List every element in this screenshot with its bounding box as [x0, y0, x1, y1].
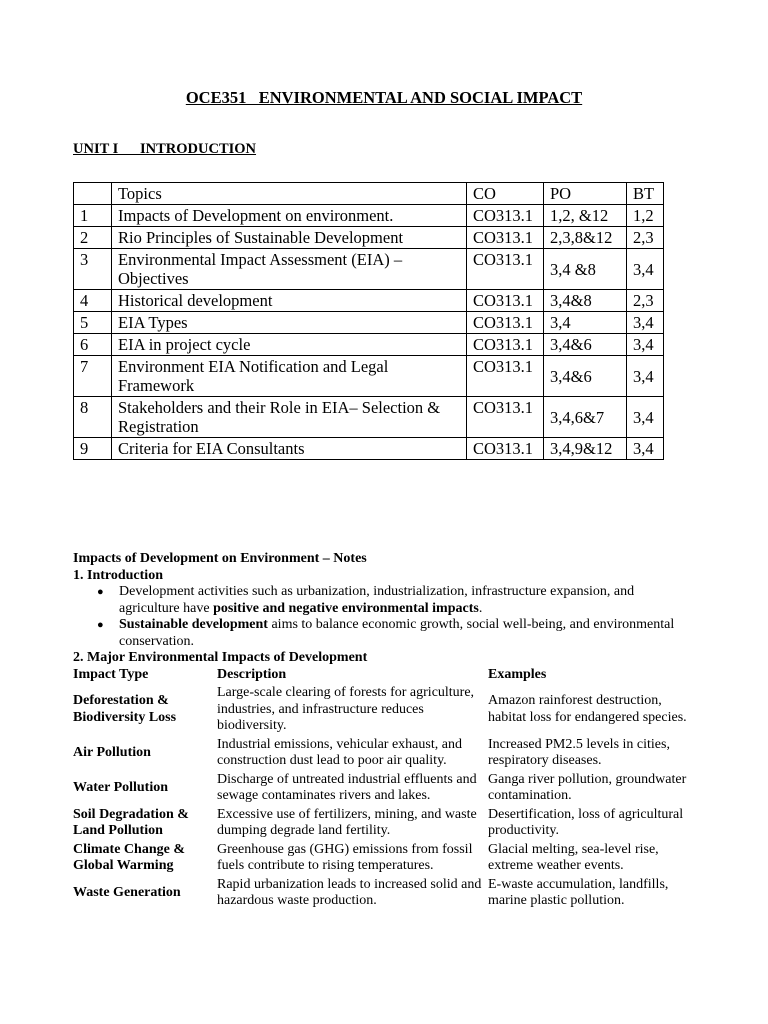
cell-no: 1 [74, 205, 112, 227]
cell-co: CO313.1 [467, 312, 544, 334]
table-row [74, 249, 664, 290]
cell-description: Greenhouse gas (GHG) emissions from fossil fuels contribute to rising temperatures. [217, 841, 473, 873]
topics-header-row [74, 183, 664, 205]
header-co: CO [467, 183, 544, 205]
cell-topic: Historical development [112, 290, 467, 312]
cell-po: 3,4&6 [544, 356, 627, 397]
cell-bt: 2,3 [627, 290, 664, 312]
cell-bt: 3,4 [627, 397, 664, 438]
table-row [74, 312, 664, 334]
cell-po: 3,4,9&12 [544, 438, 627, 460]
cell-examples: Ganga river pollution, groundwater contamination. [488, 771, 687, 803]
cell-co: CO313.1 [467, 356, 544, 397]
table-row [74, 290, 664, 312]
cell-examples: Desertification, loss of agricultural productivity. [488, 806, 684, 838]
cell-topic: Stakeholders and their Role in EIA– Selection & Registration [112, 397, 467, 438]
header-po: PO [544, 183, 627, 205]
cell-no: 3 [74, 249, 112, 290]
cell-co: CO313.1 [467, 290, 544, 312]
table-row [73, 737, 693, 772]
cell-impact-type: Water Pollution [73, 779, 169, 795]
cell-po: 3,4 [544, 312, 627, 334]
cell-no: 7 [74, 356, 112, 397]
table-row [74, 356, 664, 397]
table-row [74, 227, 664, 249]
cell-co: CO313.1 [467, 205, 544, 227]
intro-bullet-list [73, 584, 698, 650]
cell-topic: EIA Types [112, 312, 467, 334]
cell-no: 2 [74, 227, 112, 249]
table-row [73, 807, 693, 842]
cell-no: 5 [74, 312, 112, 334]
cell-description: Rapid urbanization leads to increased solid and hazardous waste production. [217, 876, 482, 908]
cell-examples: E-waste accumulation, landfills, marine plastic pollution. [488, 876, 669, 908]
cell-bt: 3,4 [627, 334, 664, 356]
cell-bt: 3,4 [627, 356, 664, 397]
topics-table [73, 182, 664, 460]
bullet2-text: aims to balance economic growth, social well-being, and environmental conservation. [119, 617, 675, 649]
cell-no: 9 [74, 438, 112, 460]
impacts-header-row [73, 667, 693, 686]
cell-topic: EIA in project cycle [112, 334, 467, 356]
document-title: OCE351 ENVIRONMENTAL AND SOCIAL IMPACT [185, 88, 583, 107]
cell-impact-type: Waste Generation [73, 884, 181, 900]
cell-co: CO313.1 [467, 334, 544, 356]
cell-co: CO313.1 [467, 249, 544, 290]
cell-impact-type: Soil Degradation & Land Pollution [73, 806, 189, 838]
table-row [73, 685, 693, 737]
unit-heading: UNIT I INTRODUCTION [73, 141, 257, 157]
cell-description: Discharge of untreated industrial effluents and sewage contaminates rivers and lakes. [217, 771, 477, 803]
cell-examples: Increased PM2.5 levels in cities, respiratory diseases. [488, 736, 670, 768]
list-item [97, 617, 698, 650]
bullet2-bold: Sustainable development [119, 617, 268, 632]
cell-no: 8 [74, 397, 112, 438]
cell-topic: Rio Principles of Sustainable Development [112, 227, 467, 249]
cell-bt: 3,4 [627, 312, 664, 334]
header-impact-type: Impact Type [73, 666, 149, 682]
cell-description: Excessive use of fertilizers, mining, and waste dumping degrade land fertility. [217, 806, 477, 838]
notes-section [73, 551, 698, 912]
notes-heading: Impacts of Development on Environment – Notes [73, 551, 367, 566]
table-row [74, 334, 664, 356]
cell-impact-type: Climate Change & Global Warming [73, 841, 185, 873]
bullet1-bold: positive and negative environmental impacts [213, 600, 479, 616]
cell-bt: 3,4 [627, 249, 664, 290]
bullet-icon: ● [97, 586, 104, 598]
table-row [74, 205, 664, 227]
cell-co: CO313.1 [467, 438, 544, 460]
bullet-icon: ● [97, 619, 104, 631]
cell-po: 3,4,6&7 [544, 397, 627, 438]
cell-bt: 3,4 [627, 438, 664, 460]
cell-co: CO313.1 [467, 227, 544, 249]
table-row [73, 772, 693, 807]
cell-no: 4 [74, 290, 112, 312]
section-introduction-title: 1. Introduction [73, 567, 163, 583]
header-topics: Topics [112, 183, 467, 205]
cell-topic: Environmental Impact Assessment (EIA) – Objectives [112, 249, 467, 290]
table-row [73, 842, 693, 877]
cell-no: 6 [74, 334, 112, 356]
header-no [74, 183, 112, 205]
cell-po: 3,4&6 [544, 334, 627, 356]
header-examples: Examples [488, 666, 547, 682]
cell-po: 3,4 &8 [544, 249, 627, 290]
list-item [97, 584, 698, 617]
cell-topic: Impacts of Development on environment. [112, 205, 467, 227]
cell-po: 1,2, &12 [544, 205, 627, 227]
section-impacts-title: 2. Major Environmental Impacts of Development [73, 650, 368, 665]
cell-po: 3,4&8 [544, 290, 627, 312]
table-row [73, 877, 693, 912]
cell-description: Large-scale clearing of forests for agriculture, industries, and infrastructure reduces biodiversity. [217, 685, 475, 733]
cell-impact-type: Deforestation & Biodiversity Loss [73, 693, 177, 725]
table-row [74, 438, 664, 460]
cell-co: CO313.1 [467, 397, 544, 438]
cell-bt: 1,2 [627, 205, 664, 227]
bullet1-text: Development activities such as urbanization, industrialization, infrastructure expansion, and agriculture have [119, 584, 635, 616]
impacts-table [73, 667, 693, 912]
cell-topic: Environment EIA Notification and Legal Framework [112, 356, 467, 397]
bullet1-end: . [478, 600, 483, 616]
cell-description: Industrial emissions, vehicular exhaust, and construction dust lead to poor air quality. [217, 736, 462, 768]
cell-examples: Amazon rainforest destruction, habitat loss for endangered species. [488, 693, 687, 725]
cell-impact-type: Air Pollution [73, 744, 151, 760]
cell-po: 2,3,8&12 [544, 227, 627, 249]
cell-bt: 2,3 [627, 227, 664, 249]
cell-topic: Criteria for EIA Consultants [112, 438, 467, 460]
header-description: Description [217, 666, 287, 682]
header-bt: BT [627, 183, 664, 205]
cell-examples: Glacial melting, sea-level rise, extreme weather events. [488, 841, 659, 873]
table-row [74, 397, 664, 438]
